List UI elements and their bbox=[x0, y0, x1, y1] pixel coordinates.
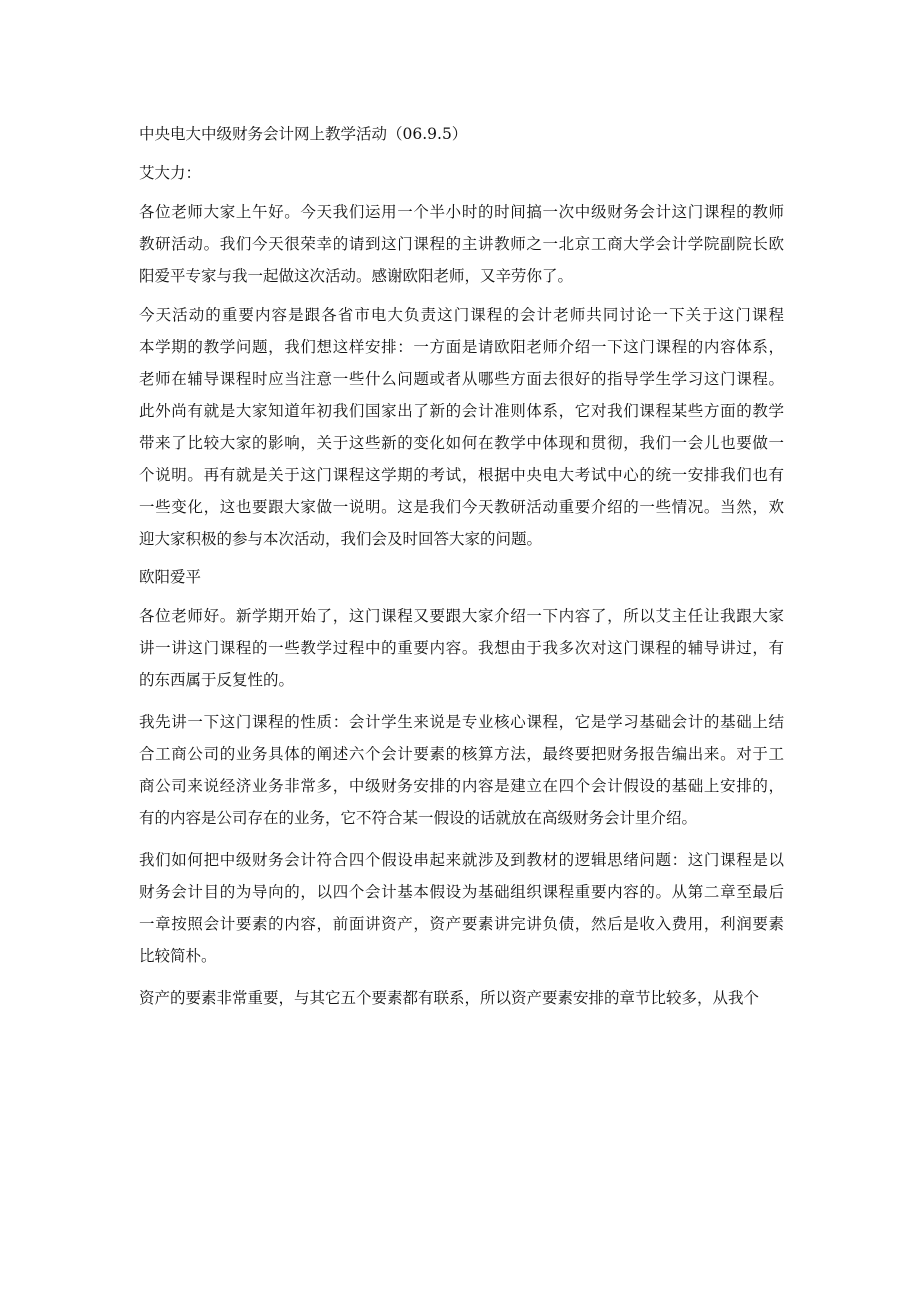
text-line: 教研活动。我们今天很荣幸的请到这门课程的主讲教师之一北京工商大学会计学院副院长欧 bbox=[139, 235, 784, 253]
text-line: 此外尚有就是大家知道年初我们国家出了新的会计准则体系，它对我们课程某些方面的教学 bbox=[139, 402, 784, 420]
paragraph bbox=[139, 196, 784, 292]
text-line: 艾大力： bbox=[139, 164, 202, 182]
text-line: 讲一讲这门课程的一些教学过程中的重要内容。我想由于我多次对这门课程的辅导讲过，有 bbox=[139, 639, 784, 657]
text-line: 欧阳爱平 bbox=[139, 568, 202, 586]
text-line: 资产的要素非常重要，与其它五个要素都有联系，所以资产要素安排的章节比较多，从我个 bbox=[139, 989, 760, 1007]
text-line: 老师在辅导课程时应当注意一些什么问题或者从哪些方面去很好的指导学生学习这门课程。 bbox=[139, 370, 784, 388]
text-line: 各位老师好。新学期开始了，这门课程又要跟大家介绍一下内容了，所以艾主任让我跟大家 bbox=[139, 607, 784, 625]
text-line: 一章按照会计要素的内容，前面讲资产，资产要素讲完讲负债，然后是收入费用，利润要素 bbox=[139, 915, 784, 933]
text-line: 财务会计目的为导向的，以四个会计基本假设为基础组织课程重要内容的。从第二章至最后 bbox=[139, 883, 784, 901]
document-body bbox=[139, 118, 784, 1014]
text-line: 比较简朴。 bbox=[139, 947, 217, 965]
text-line: 迎大家积极的参与本次活动，我们会及时回答大家的问题。 bbox=[139, 530, 543, 548]
text-line: 今天活动的重要内容是跟各省市电大负责这门课程的会计老师共同讨论一下关于这门课程 bbox=[139, 306, 784, 324]
paragraph bbox=[139, 600, 784, 696]
text-line: 合工商公司的业务具体的阐述六个会计要素的核算方法，最终要把财务报告编出来。对于工 bbox=[139, 745, 784, 763]
text-line: 带来了比较大家的影响，关于这些新的变化如何在教学中体现和贯彻，我们一会儿也要做一 bbox=[139, 434, 784, 452]
text-line: 本学期的教学问题，我们想这样安排：一方面是请欧阳老师介绍一下这门课程的内容体系， bbox=[139, 338, 784, 356]
speaker-name bbox=[139, 561, 784, 593]
paragraph bbox=[139, 299, 784, 555]
document-title bbox=[139, 118, 784, 150]
text-line: 我们如何把中级财务会计符合四个假设串起来就涉及到教材的逻辑思绪问题：这门课程是以 bbox=[139, 851, 784, 869]
text-line: 各位老师大家上午好。今天我们运用一个半小时的时间搞一次中级财务会计这门课程的教师 bbox=[139, 203, 784, 221]
text-line: 的东西属于反复性的。 bbox=[139, 671, 295, 689]
text-line: 阳爱平专家与我一起做这次活动。感谢欧阳老师，又辛劳你了。 bbox=[139, 267, 574, 285]
text-line: 有的内容是公司存在的业务，它不符合某一假设的话就放在高级财务会计里介绍。 bbox=[139, 809, 698, 827]
text-line: 中央电大中级财务会计网上教学活动（06.9.5） bbox=[139, 125, 468, 143]
paragraph bbox=[139, 844, 784, 972]
text-line: 一些变化，这也要跟大家做一说明。这是我们今天教研活动重要介绍的一些情况。当然，欢 bbox=[139, 498, 784, 516]
text-line: 商公司来说经济业务非常多，中级财务安排的内容是建立在四个会计假设的基础上安排的， bbox=[139, 777, 784, 795]
speaker-name bbox=[139, 157, 784, 189]
paragraph bbox=[139, 706, 784, 834]
text-line: 我先讲一下这门课程的性质：会计学生来说是专业核心课程，它是学习基础会计的基础上结 bbox=[139, 713, 784, 731]
text-line: 个说明。再有就是关于这门课程这学期的考试，根据中央电大考试中心的统一安排我们也有 bbox=[139, 466, 784, 484]
paragraph bbox=[139, 982, 784, 1014]
